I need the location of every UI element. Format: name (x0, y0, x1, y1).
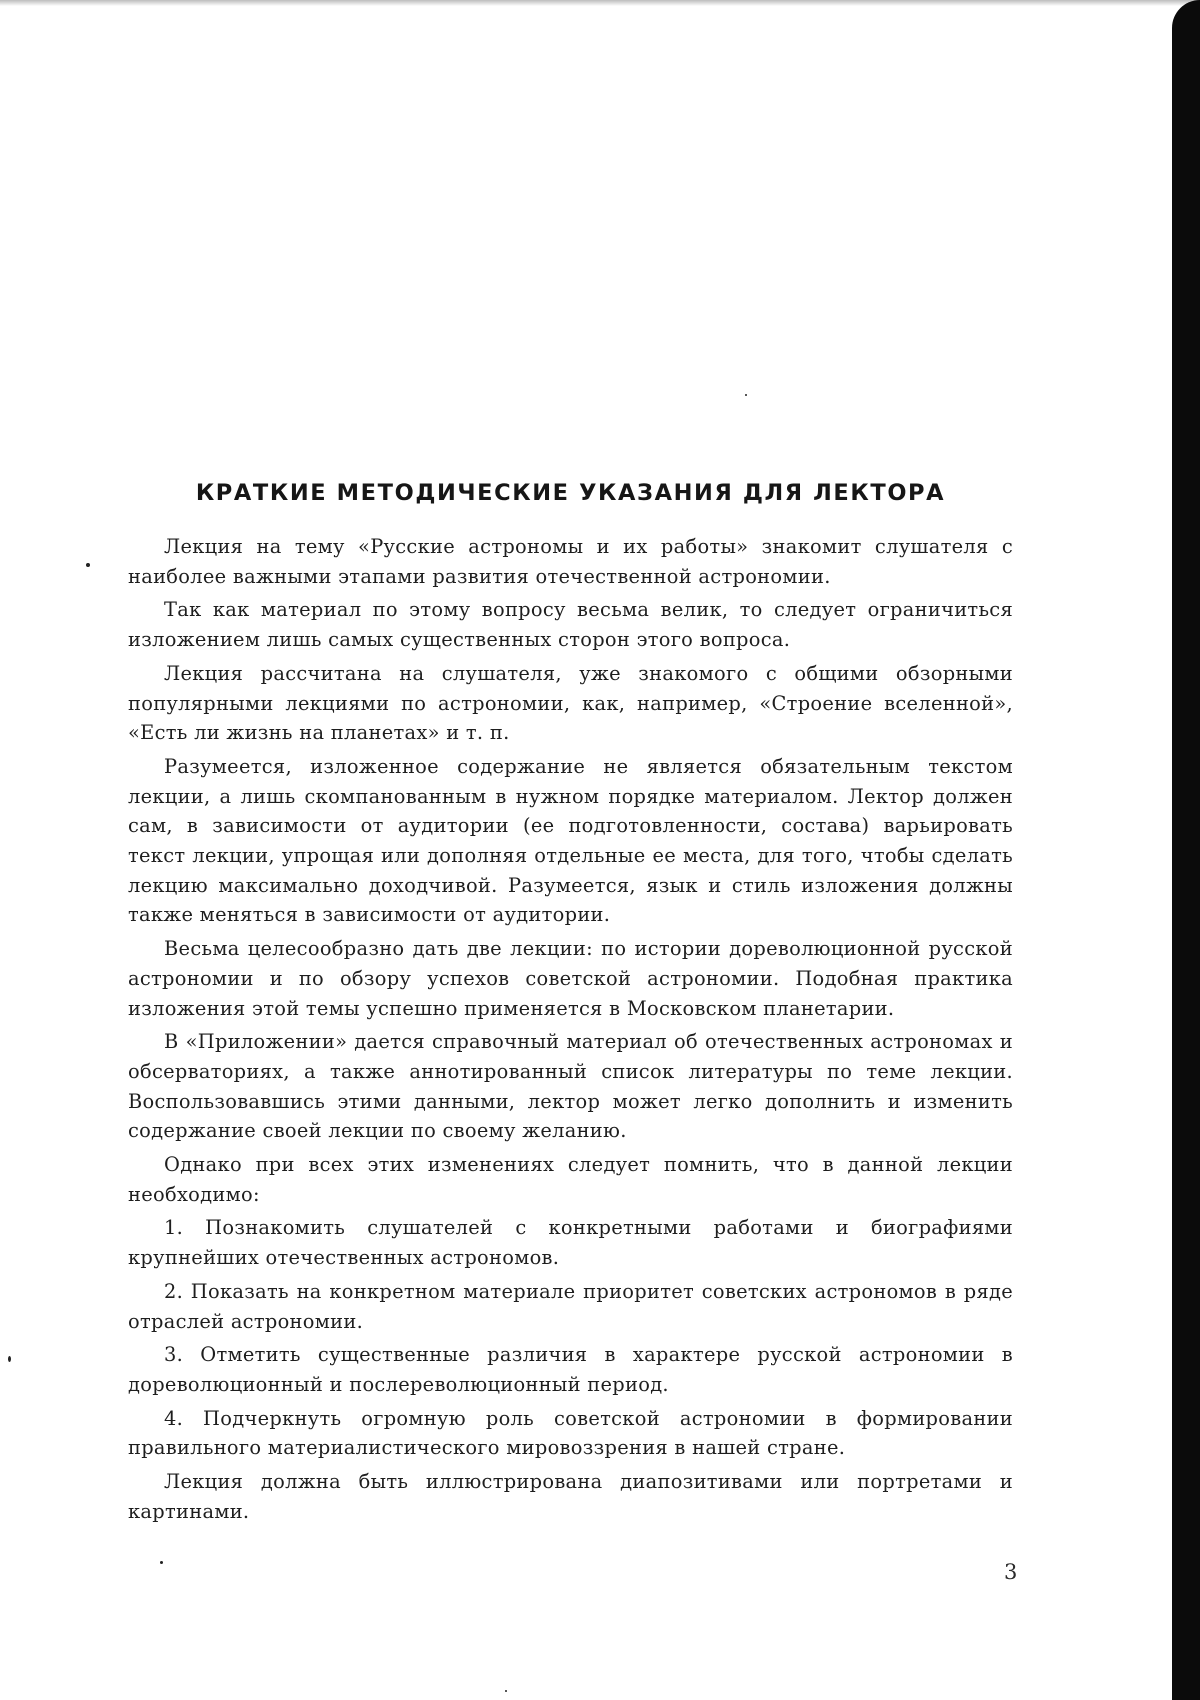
paragraph-scope: Так как материал по этому вопросу весьма велик, то следует ограничиться изложением лишь самых существенных сторон этого вопроса. (128, 595, 1013, 654)
dust-speck (505, 1690, 507, 1692)
paragraph-illustrations: Лекция должна быть иллюстрирована диапозитивами или портретами и картинами. (128, 1467, 1013, 1526)
list-item: 4. Подчеркнуть огромную роль советской астрономии в формировании правильного материалистического мировоззрения в нашей стране. (128, 1404, 1013, 1463)
list-item: 3. Отметить существенные различия в характере русской астрономии в дореволюционный и послереволюционный период. (128, 1340, 1013, 1399)
scan-border (1172, 0, 1200, 1700)
dust-speck (8, 1356, 11, 1362)
paragraph-two-lectures: Весьма целесообразно дать две лекции: по истории дореволюционной русской астрономии и по обзору успехов советской астрономии. Подобная практика изложения этой темы успешно применяется в Московском планетарии. (128, 934, 1013, 1023)
paragraph-audience: Лекция рассчитана на слушателя, уже знакомого с общими обзорными популярными лекциями по астрономии, как, например, «Строение вселенной», «Есть ли жизнь на планетах» и т. п. (128, 659, 1013, 748)
scanned-page (0, 0, 1200, 1700)
page-title: КРАТКИЕ МЕТОДИЧЕСКИЕ УКАЗАНИЯ ДЛЯ ЛЕКТОРА (128, 480, 1013, 506)
dust-speck (86, 563, 90, 567)
document-body (128, 480, 1013, 1531)
list-item: 1. Познакомить слушателей с конкретными работами и биографиями крупнейших отечественных астрономов. (128, 1213, 1013, 1272)
dust-speck (745, 394, 747, 396)
paragraph-content-note: Разумеется, изложенное содержание не является обязательным текстом лекции, а лишь скомпанованным в нужном порядке материалом. Лектор должен сам, в зависимости от аудитории (ее подготовленности, состава) варьировать текст лекции, упрощая или дополняя отдельные ее места, для того, чтобы сделать лекцию максимально доходчивой. Разумеется, язык и стиль изложения должны также меняться в зависимости от аудитории. (128, 752, 1013, 930)
page-top-shadow (0, 0, 1200, 6)
dust-speck (160, 1561, 163, 1564)
list-item: 2. Показать на конкретном материале приоритет советских астрономов в ряде отраслей астрономии. (128, 1277, 1013, 1336)
paragraph-requirements: Однако при всех этих изменениях следует помнить, что в данной лекции необходимо: (128, 1150, 1013, 1209)
page-number: 3 (1004, 1560, 1017, 1584)
paragraph-intro: Лекция на тему «Русские астрономы и их работы» знакомит слушателя с наиболее важными этапами развития отечественной астрономии. (128, 532, 1013, 591)
paragraph-appendix: В «Приложении» дается справочный материал об отечественных астрономах и обсерваториях, а также аннотированный список литературы по теме лекции. Воспользовавшись этими данными, лектор может легко дополнить и изменить содержание своей лекции по своему желанию. (128, 1027, 1013, 1146)
